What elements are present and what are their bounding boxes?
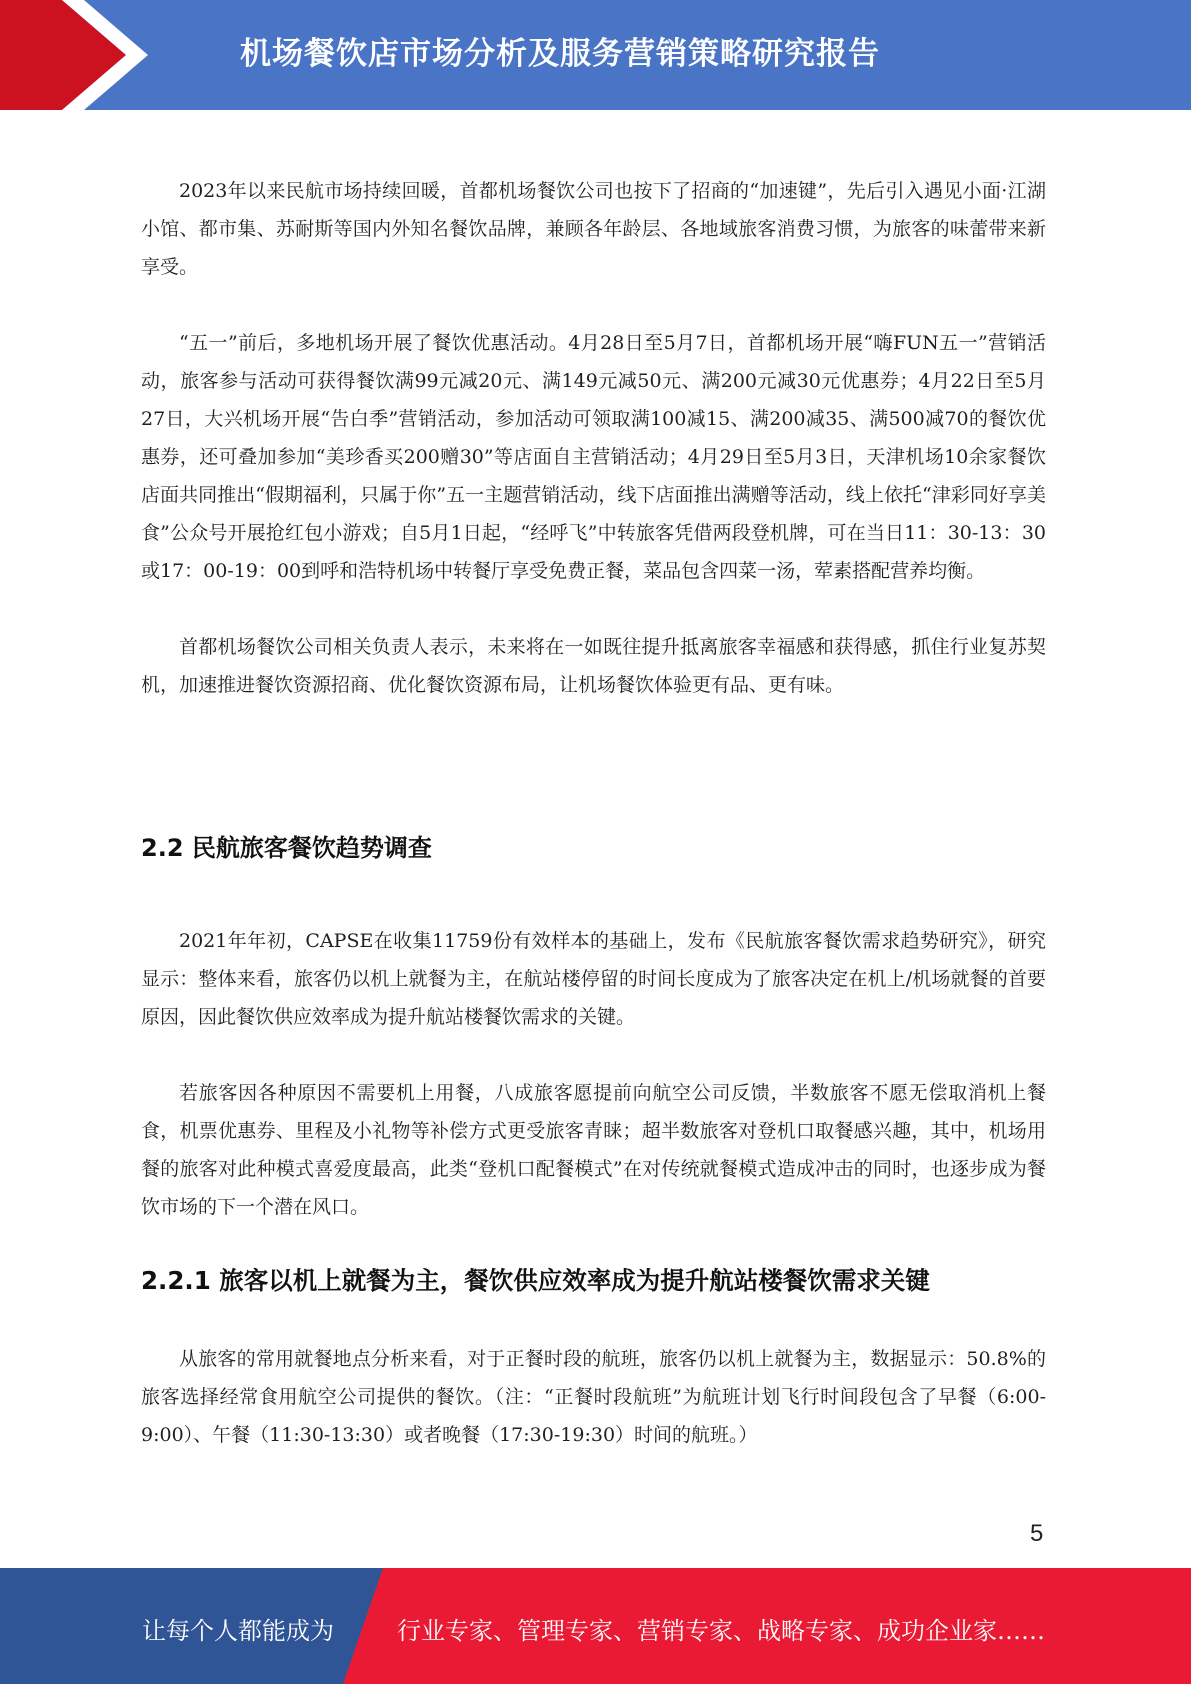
section-heading-2-2: 2.2 民航旅客餐饮趋势调查 xyxy=(141,834,432,862)
paragraph-4: 2021年年初，CAPSE在收集11759份有效样本的基础上，发布《民航旅客餐饮需求趋势研究》，研究显示：整体来看，旅客仍以机上就餐为主，在航站楼停留的时间长度成为了旅客决定在机上/机场就餐的首要原因，因此餐饮供应效率成为提升航站楼餐饮需求的关键。 xyxy=(141,930,1046,1028)
header-arrow-decoration xyxy=(0,0,160,110)
paragraph-3: 首都机场餐饮公司相关负责人表示，未来将在一如既往提升抵离旅客幸福感和获得感，抓住行业复苏契机，加速推进餐饮资源招商、优化餐饮资源布局，让机场餐饮体验更有品、更有味。 xyxy=(141,636,1046,696)
paragraph-5: 若旅客因各种原因不需要机上用餐，八成旅客愿提前向航空公司反馈，半数旅客不愿无偿取消机上餐食，机票优惠券、里程及小礼物等补偿方式更受旅客青睐；超半数旅客对登机口取餐感兴趣，其中，机场用餐的旅客对此种模式喜爱度最高，此类“登机口配餐模式”在对传统就餐模式造成冲击的同时，也逐步成为餐饮市场的下一个潜在风口。 xyxy=(141,1082,1046,1218)
section-2-2-1-body xyxy=(141,1340,1046,1454)
page-header xyxy=(0,0,1191,110)
header-title: 机场餐饮店市场分析及服务营销策略研究报告 xyxy=(240,36,880,72)
page-footer xyxy=(0,1568,1191,1684)
page-number: 5 xyxy=(1030,1520,1044,1547)
paragraph-2: “五一”前后，多地机场开展了餐饮优惠活动。4月28日至5月7日，首都机场开展“嗨FUN五一”营销活动，旅客参与活动可获得餐饮满99元减20元、满149元减50元、满200元减30元优惠券；4月22日至5月27日，大兴机场开展“告白季”营销活动，参加活动可领取满100减15、满200减35、满500减70的餐饮优惠券，还可叠加参加“美珍香买200赠30”等店面自主营销活动；4月29日至5月3日，天津机场10余家餐饮店面共同推出“假期福利，只属于你”五一主题营销活动，线下店面推出满赠等活动，线上依托“津彩同好享美食”公众号开展抢红包小游戏；自5月1日起，“经呼飞”中转旅客凭借两段登机牌，可在当日11：30-13：30或17：00-19：00到呼和浩特机场中转餐厅享受免费正餐，菜品包含四菜一汤，荤素搭配营养均衡。 xyxy=(141,332,1046,582)
footer-slogan-right: 行业专家、管理专家、营销专家、战略专家、成功企业家…… xyxy=(397,1617,1045,1645)
section-2-2-body xyxy=(141,922,1046,1226)
footer-slogan-left: 让每个人都能成为 xyxy=(142,1617,334,1645)
paragraph-1: 2023年以来民航市场持续回暖，首都机场餐饮公司也按下了招商的“加速键”，先后引入遇见小面·江湖小馆、都市集、苏耐斯等国内外知名餐饮品牌，兼顾各年龄层、各地域旅客消费习惯，为旅客的味蕾带来新享受。 xyxy=(141,180,1046,278)
section-heading-2-2-1: 2.2.1 旅客以机上就餐为主，餐饮供应效率成为提升航站楼餐饮需求关键 xyxy=(141,1266,930,1295)
page-body xyxy=(141,172,1046,704)
paragraph-6: 从旅客的常用就餐地点分析来看，对于正餐时段的航班，旅客仍以机上就餐为主，数据显示：50.8%的旅客选择经常食用航空公司提供的餐饮。（注：“正餐时段航班”为航班计划飞行时间段包含了早餐（6:00-9:00）、午餐（11:30-13:30）或者晚餐（17:30-19:30）时间的航班。） xyxy=(141,1348,1046,1446)
